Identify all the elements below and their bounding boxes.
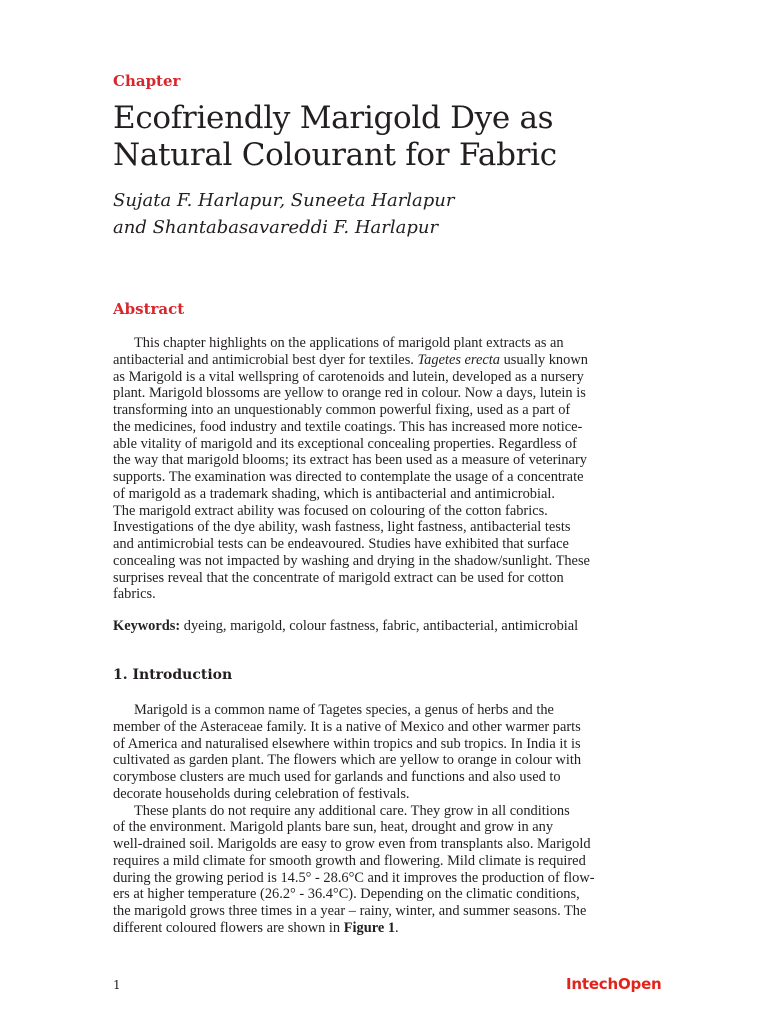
abstract-line: The marigold extract ability was focused on colouring of the cotton fabrics. [113,502,548,519]
introduction-body [113,702,658,937]
authors-line-1: Sujata F. Harlapur, Suneeta Harlapur [113,190,455,211]
abstract-line: antibacterial and antimicrobial best dyer for textiles. Tagetes erecta usually known [113,351,588,368]
keywords-label: Keywords: [113,618,181,634]
abstract-line: surprises reveal that the concentrate of marigold extract can be used for cotton [113,569,564,586]
species-name-italic: Tagetes erecta [417,351,500,368]
intro-line: well-drained soil. Marigolds are easy to grow even from transplants also. Marigold [113,836,591,852]
abstract-heading: Abstract [113,300,185,318]
keywords-list: dyeing, marigold, colour fastness, fabric, antibacterial, antimicrobial [180,618,579,634]
intro-line: during the growing period is 14.5° - 28.6°C and it improves the production of flow- [113,869,595,886]
abstract-line: as Marigold is a vital wellspring of carotenoids and lutein, developed as a nursery [113,368,584,385]
intro-line: of the environment. Marigold plants bare sun, heat, drought and grow in any [113,819,554,836]
title-line-2: Natural Colourant for Fabric [113,137,557,173]
intro-line: member of the Asteraceae family. It is a native of Mexico and other warmer parts [113,718,581,735]
abstract-line: the way that marigold blooms; its extract has been used as a measure of veterinary [113,452,587,469]
abstract-line: This chapter highlights on the applications of marigold plant extracts as an [134,335,564,351]
chapter-title [113,100,673,174]
intro-line: ers at higher temperature (26.2° - 36.4°C). Depending on the climatic conditions, [113,886,580,903]
authors-line-2: and Shantabasavareddi F. Harlapur [113,217,439,238]
intro-line: These plants do not require any additional care. They grow in all conditions [134,802,570,819]
chapter-label: Chapter [113,72,181,90]
abstract-line: the medicines, food industry and textile coatings. This has increased more notice- [113,418,583,435]
figure-reference-link[interactable]: Figure 1 [343,919,396,936]
abstract-line: able vitality of marigold and its exceptional concealing properties. Regardless of [113,435,577,452]
abstract-line: fabrics. [113,586,156,603]
authors [113,187,673,241]
abstract-line: plant. Marigold blossoms are yellow to orange red in colour. Now a days, lutein is [113,385,586,402]
abstract-line: concealing was not impacted by washing and drying in the shadow/sunlight. These [113,552,590,569]
abstract-body [113,335,658,603]
abstract-line: of marigold as a trademark shading, which is antibacterial and antimicrobial. [113,485,555,502]
abstract-line: transforming into an unquestionably common powerful fixing, used as a part of [113,402,571,418]
intro-line: corymbose clusters are much used for garlands and functions and also used to [113,769,561,785]
intro-line: requires a mild climate for smooth growth and flowering. Mild climate is required [113,852,586,869]
intro-line: Marigold is a common name of Tagetes species, a genus of herbs and the [134,702,554,718]
intro-line: the marigold grows three times in a year – rainy, winter, and summer seasons. The [113,903,587,919]
page-number: 1 [113,978,121,992]
introduction-heading: 1. Introduction [113,667,233,683]
intro-line: of America and naturalised elsewhere within tropics and sub tropics. In India it is [113,735,581,752]
intro-line: different coloured flowers are shown in Figure 1. [113,919,399,936]
abstract-line: supports. The examination was directed to contemplate the usage of a concentrate [113,469,584,485]
keywords [113,618,658,635]
abstract-line: and antimicrobial tests can be endeavoured. Studies have exhibited that surface [113,536,569,552]
abstract-line: Investigations of the dye ability, wash fastness, light fastness, antibacterial tests [113,519,571,536]
title-line-1: Ecofriendly Marigold Dye as [113,100,554,136]
intro-line: decorate households during celebration of festivals. [113,785,410,802]
intro-line: cultivated as garden plant. The flowers which are yellow to orange in colour with [113,752,582,769]
publisher-logo: IntechOpen [566,975,662,993]
